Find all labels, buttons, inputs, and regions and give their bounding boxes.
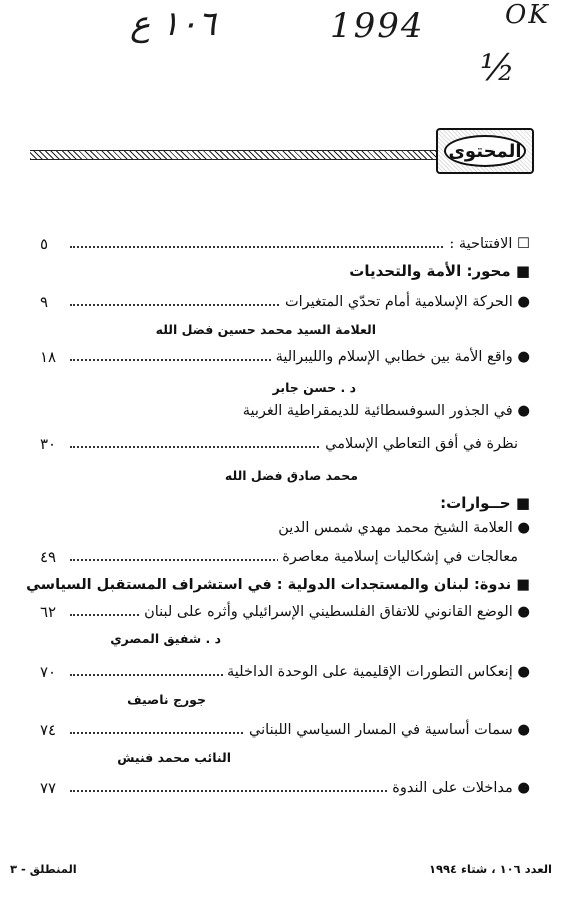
header-band <box>30 150 440 160</box>
page-number: ٦٢ <box>40 603 57 621</box>
author-name: العلامة السيد محمد حسين فضل الله <box>155 322 376 337</box>
handwritten-ok: OK <box>505 0 550 30</box>
handwritten-fraction: ½ <box>480 48 517 89</box>
author-name: النائب محمد فنيش <box>117 750 231 765</box>
footer-journal-page: المنطلق - ٣ <box>10 862 77 876</box>
footer-issue-info: العدد ١٠٦ ، شتاء ١٩٩٤ <box>428 862 552 876</box>
toc-label: ● الوضع القانوني للاتفاق الفلسطيني الإسرائيلي وأثره على لبنان <box>140 600 530 624</box>
author-name: د . حسن جابر <box>272 380 356 395</box>
toc-label-line1: ● في الجذور السوفسطائية للديمقراطية الغربية <box>242 403 530 419</box>
toc-label: ● إنعكاس التطورات الإقليمية على الوحدة الداخلية <box>223 660 530 684</box>
toc-row-opening[interactable] <box>40 232 530 256</box>
toc-row-item5[interactable] <box>40 600 530 624</box>
toc-label: ● الحركة الإسلامية أمام تحدّي المتغيرات <box>281 290 530 314</box>
toc-label: ● مداخلات على الندوة <box>388 776 530 800</box>
leader-dots <box>70 446 330 448</box>
page-number: ٤٩ <box>40 548 57 566</box>
page-number: ٩ <box>40 293 49 311</box>
handwritten-year: 1994 <box>330 6 425 46</box>
toc-label: نظرة في أفق التعاطي الإسلامي <box>321 432 518 456</box>
section-heading-symposium: ■ ندوة: لبنان والمستجدات الدولية : في استشراف المستقبل السياسي <box>26 577 530 593</box>
page-number: ١٨ <box>40 348 57 366</box>
page-number: ٧٤ <box>40 721 57 739</box>
toc-row-item4[interactable] <box>40 545 530 569</box>
toc-label: ● سمات أساسية في المسار السياسي اللبناني <box>245 718 530 742</box>
handwritten-issue-number: ١٠٦ ع <box>130 4 216 44</box>
toc-row-item1[interactable] <box>40 290 530 314</box>
author-name: د . شفيق المصري <box>110 631 221 646</box>
toc-row-item6[interactable] <box>40 660 530 684</box>
toc-label: معالجات في إشكاليات إسلامية معاصرة <box>278 545 518 569</box>
toc-row-item2[interactable] <box>40 345 530 369</box>
author-name: جورج ناصيف <box>127 692 206 707</box>
page-title: المحتوى <box>444 135 526 167</box>
page-number: ٥ <box>40 235 49 253</box>
title-frame <box>436 128 534 174</box>
toc-row-item8[interactable] <box>40 776 530 800</box>
toc-row-item7[interactable] <box>40 718 530 742</box>
section-heading-nation: ■ محور: الأمة والتحديات <box>349 262 530 280</box>
toc-label-line1: ● العلامة الشيخ محمد مهدي شمس الدين <box>278 520 530 536</box>
author-name: محمد صادق فضل الله <box>224 468 358 483</box>
leader-dots <box>70 559 290 561</box>
page-number: ٧٧ <box>40 779 57 797</box>
page-number: ٧٠ <box>40 663 57 681</box>
page-number: ٣٠ <box>40 435 57 453</box>
toc-row-item3[interactable] <box>40 432 530 456</box>
toc-label: ☐ الافتتاحية : <box>445 232 530 256</box>
toc-label: ● واقع الأمة بين خطابي الإسلام والليبرالية <box>272 345 530 369</box>
section-heading-interviews: ■ حــوارات: <box>440 494 530 512</box>
